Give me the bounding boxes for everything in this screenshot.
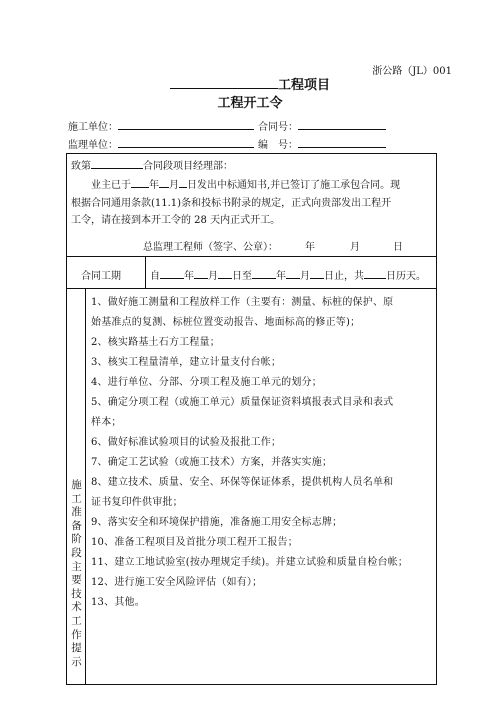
vertical-label-char: 示 xyxy=(71,655,82,668)
tip-item: 10、准备工程项目及首批分项工程开工报告； xyxy=(91,537,298,548)
vertical-label-char: 段 xyxy=(71,547,82,559)
period-label: 合同工期 xyxy=(81,271,121,282)
sign-day: 日 xyxy=(393,242,403,253)
tip-item: 13、其他。 xyxy=(91,597,145,608)
start-month-field[interactable] xyxy=(194,269,208,279)
tip-item: 证书复印件供审批； xyxy=(91,497,183,508)
tip-item: 11、建立工地试验室(按办理规定手续)。并建立试验和质量自检台帐； xyxy=(91,557,409,568)
end-month-field[interactable] xyxy=(286,269,300,279)
tips-section xyxy=(67,289,436,684)
vertical-label-char: 主 xyxy=(71,560,82,573)
notice-month-field[interactable] xyxy=(159,178,169,188)
period-section xyxy=(67,257,436,289)
tip-item: 始基准点的复测、标桩位置变动报告、地面标高的修正等)； xyxy=(91,317,361,328)
document-title: 工程开工令 xyxy=(217,96,283,111)
notice-day-field[interactable] xyxy=(179,178,187,188)
commencement-form xyxy=(66,153,437,685)
section-no-field[interactable] xyxy=(91,159,143,169)
notice-year-field[interactable] xyxy=(131,178,149,188)
signer-label: 总监理工程师（签字、公章）： xyxy=(143,242,278,253)
tip-item: 7、确定工艺试验（或施工技术）方案，并落实实施； xyxy=(91,457,333,468)
contractor-field[interactable] xyxy=(118,119,254,130)
project-name-blank[interactable] xyxy=(170,77,278,89)
total-days-field[interactable] xyxy=(364,269,386,279)
notice-line-1: 业主已于 年 月 日发出中标通知书,并已签订了施工承包合同。现 xyxy=(91,180,401,191)
vertical-label-char: 阶 xyxy=(71,533,82,546)
period-label-cell xyxy=(67,257,146,288)
tip-item: 样本； xyxy=(91,417,122,428)
contract-no-label: 合同号： xyxy=(258,122,298,133)
contract-no-field[interactable] xyxy=(298,119,386,130)
end-year-field[interactable] xyxy=(252,269,276,279)
supervisor-label: 监理单位： xyxy=(68,140,118,151)
vertical-label-char: 备 xyxy=(71,519,82,532)
notice-addressee: 致第 合同段项目经理部： xyxy=(71,161,233,172)
vertical-label-char: 术 xyxy=(71,601,82,614)
start-day-field[interactable] xyxy=(218,269,232,279)
vertical-label-char: 施 xyxy=(71,479,82,491)
supervisor-row xyxy=(68,136,386,151)
contractor-row xyxy=(68,118,386,133)
supervisor-field[interactable] xyxy=(118,137,254,148)
serial-field[interactable] xyxy=(298,137,386,148)
tip-item: 4、进行单位、分部、分项工程及施工单元的划分； xyxy=(91,377,322,388)
tip-item: 12、进行施工安全风险评估（如有）； xyxy=(91,577,263,588)
vertical-label-char: 作 xyxy=(71,628,82,641)
vertical-label-char: 工 xyxy=(71,492,82,505)
vertical-label-char: 工 xyxy=(71,615,82,627)
tips-vertical-label xyxy=(67,289,86,684)
vertical-label-char: 要 xyxy=(71,574,82,587)
vertical-label-char: 提 xyxy=(71,642,82,655)
notice-line-3: 工令，请在接到本开工令的 28 天内正式开工。 xyxy=(71,215,281,226)
notice-line-2: 根据合同通用条款(11.1)条和投标书附录的规定，正式向贵部发出工程开 xyxy=(71,198,392,209)
period-values: 自 年 月 日至 年 月 日止，共 日历天。 xyxy=(150,271,426,282)
title-suffix: 工程项目 xyxy=(277,78,330,93)
sign-month: 月 xyxy=(350,242,360,253)
sign-year: 年 xyxy=(305,242,315,253)
tip-item: 6、做好标准试验项目的试验及报批工作； xyxy=(91,437,282,448)
tip-item: 9、落实安全和环境保护措施，准备施工用安全标志牌； xyxy=(91,517,343,528)
end-day-field[interactable] xyxy=(310,269,324,279)
project-title xyxy=(0,74,500,93)
vertical-label-char: 准 xyxy=(71,506,82,519)
start-year-field[interactable] xyxy=(160,269,184,279)
tip-item: 8、建立技术、质量、安全、环保等保证体系，提供机构人员名单和 xyxy=(91,477,394,488)
tip-item: 5、确定分项工程（或施工单元）质量保证资料填报表式目录和表式 xyxy=(91,397,394,408)
serial-label: 编 号： xyxy=(258,140,298,151)
tip-item: 3、核实工程量清单，建立计量支付台帐； xyxy=(91,357,282,368)
form-code: 浙公路（JL）001 xyxy=(372,66,452,77)
tip-item: 2、核实路基土石方工程量； xyxy=(91,337,220,348)
notice-section xyxy=(67,154,436,257)
vertical-label-char: 技 xyxy=(71,587,82,600)
tips-list xyxy=(91,293,432,613)
tip-item: 1、做好施工测量和工程放样工作（主要有：测量、标桩的保护、原 xyxy=(91,297,394,308)
contractor-label: 施工单位： xyxy=(68,122,118,133)
